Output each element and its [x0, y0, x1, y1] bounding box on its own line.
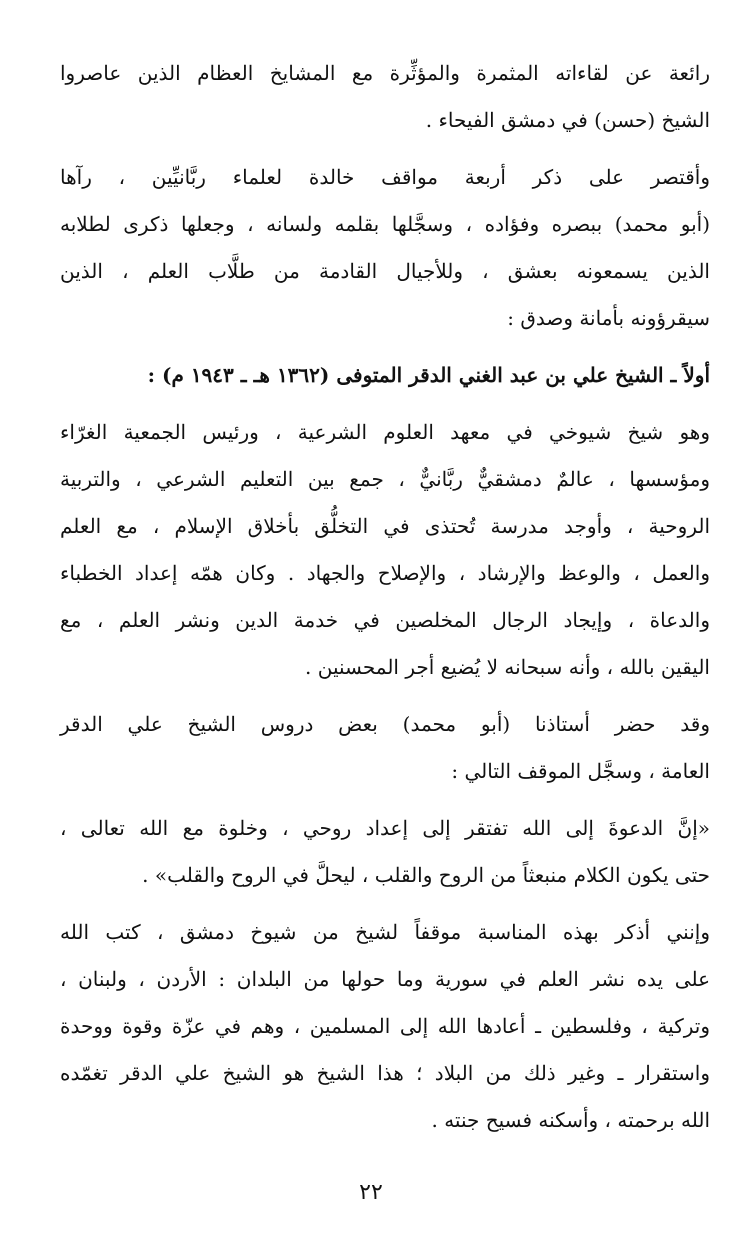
page-body	[60, 50, 710, 1144]
text-line: سيقرؤونه بأمانة وصدق :	[507, 306, 710, 330]
text-line: رائعة عن لقاءاته المثمرة والمؤثِّرة مع المشايخ العظام الذين عاصروا	[60, 61, 710, 85]
text-line: والعمل ، والوعظ والإرشاد ، والإصلاح والجهاد . وكان همّه إعداد الخطباء	[60, 561, 710, 585]
text-line: «إنَّ الدعوةَ إلى الله تفتقر إلى إعداد روحي ، وخلوة مع الله تعالى ،	[60, 816, 710, 840]
text-line: العامة ، وسجَّل الموقف التالي :	[451, 759, 710, 783]
paragraph	[60, 154, 710, 342]
quote-paragraph	[60, 805, 710, 899]
text-line: وتركية ، وفلسطين ـ أعادها الله إلى المسلمين ، وهم في عزّة وقوة ووحدة	[60, 1014, 710, 1038]
text-line: حتى يكون الكلام منبعثاً من الروح والقلب ، ليحلَّ في الروح والقلب» .	[142, 863, 710, 887]
text-line: ومؤسسها ، عالمٌ دمشقيٌّ ربَّانيٌّ ، جمع بين التعليم الشرعي ، والتربية	[60, 467, 710, 491]
text-line: واستقرار ـ وغير ذلك من البلاد ؛ هذا الشيخ هو الشيخ علي الدقر تغمّده	[60, 1061, 710, 1085]
text-line: الذين يسمعونه بعشق ، وللأجيال القادمة من طلَّاب العلم ، الذين	[60, 259, 710, 283]
text-line: (أبو محمد) ببصره وفؤاده ، وسجَّلها بقلمه ولسانه ، وجعلها ذكرى لطلابه	[60, 212, 710, 236]
text-line: الروحية ، وأوجد مدرسة تُحتذى في التخلُّق بأخلاق الإسلام ، مع العلم	[60, 514, 710, 538]
text-line: وإنني أذكر بهذه المناسبة موقفاً لشيخ من شيوخ دمشق ، كتب الله	[60, 920, 710, 944]
paragraph	[60, 701, 710, 795]
text-line: والدعاة ، وإيجاد الرجال المخلصين في خدمة الدين ونشر العلم ، مع	[60, 608, 710, 632]
text-line: وأقتصر على ذكر أربعة مواقف خالدة لعلماء ربَّانيِّين ، رآها	[60, 165, 710, 189]
text-line: اليقين بالله ، وأنه سبحانه لا يُضيع أجر المحسنين .	[305, 655, 710, 679]
paragraph	[60, 909, 710, 1144]
paragraph	[60, 50, 710, 144]
text-line: الله برحمته ، وأسكنه فسيح جنته .	[431, 1108, 710, 1132]
section-heading	[60, 352, 710, 399]
text-line: على يده نشر العلم في سورية وما حولها من البلدان : الأردن ، ولبنان ،	[60, 967, 710, 991]
page-number: ٢٢	[359, 1180, 383, 1205]
text-line: الشيخ (حسن) في دمشق الفيحاء .	[425, 108, 710, 132]
text-line: وقد حضر أستاذنا (أبو محمد) بعض دروس الشيخ علي الدقر	[60, 712, 710, 736]
text-line: وهو شيخ شيوخي في معهد العلوم الشرعية ، ورئيس الجمعية الغرّاء	[60, 420, 710, 444]
heading-line: أولاً ـ الشيخ علي بن عبد الغني الدقر المتوفى (١٣٦٢ هـ ـ ١٩٤٣ م) :	[147, 363, 710, 387]
paragraph	[60, 409, 710, 691]
